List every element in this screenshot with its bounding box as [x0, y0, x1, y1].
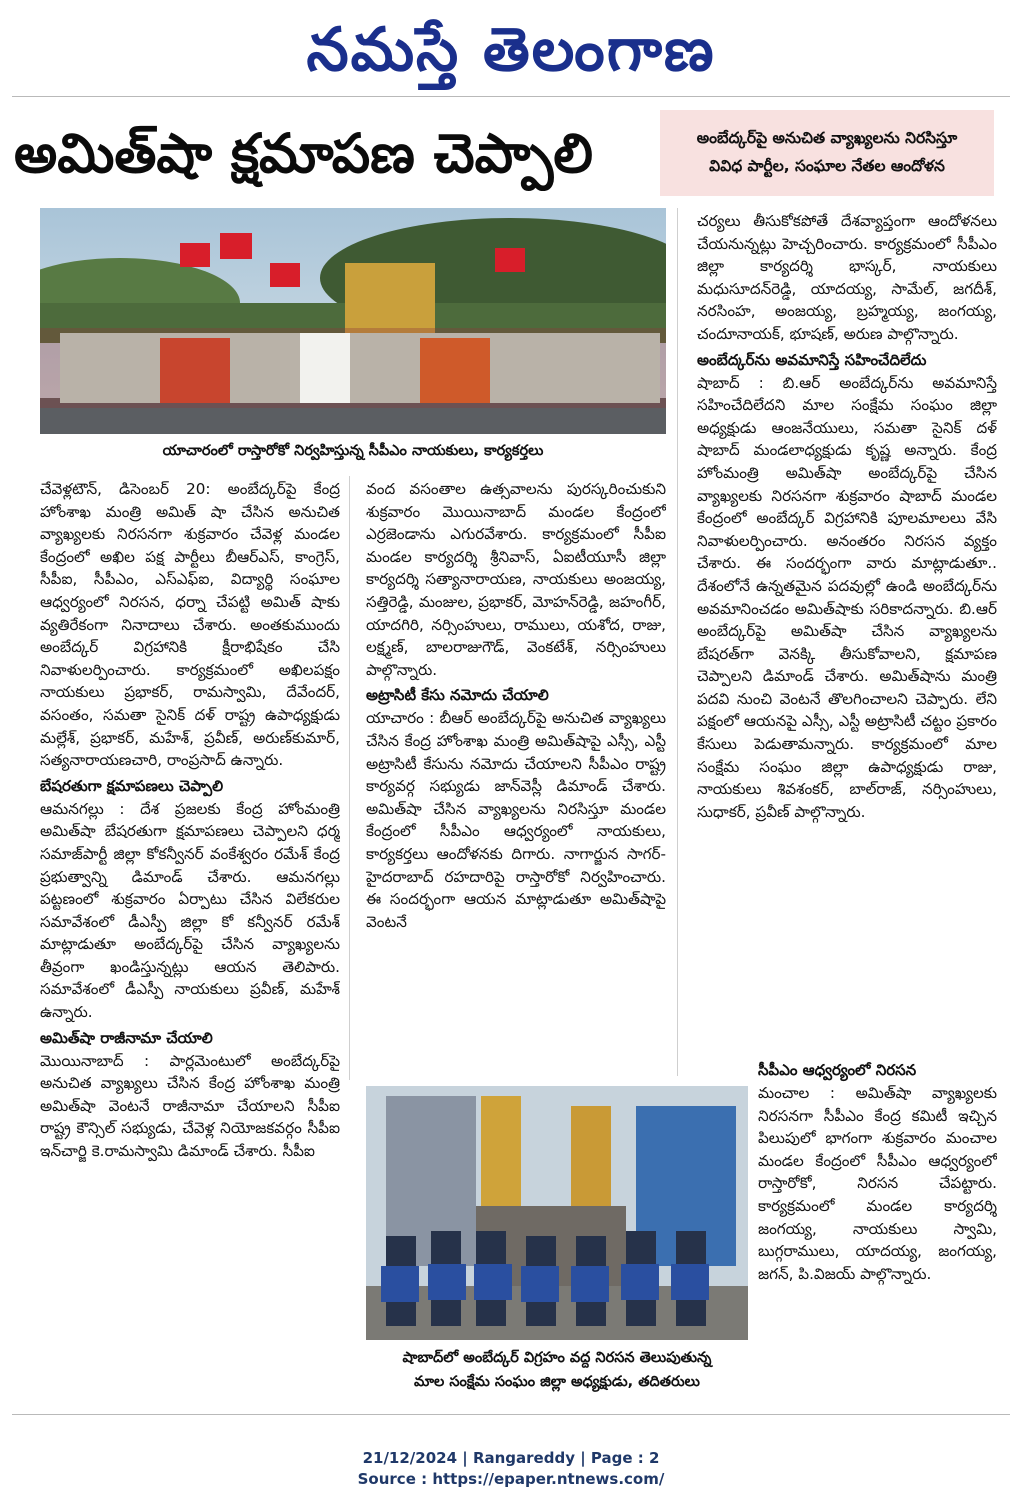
- column-rule-1: [349, 476, 350, 1080]
- footer-source: Source : https://epaper.ntnews.com/: [357, 1470, 665, 1488]
- col1-para3: మొయినాబాద్ : పార్లమెంటులో అంబేద్కర్‌పై అనుచిత వ్యాఖ్యలు చేసిన కేంద్ర హోంశాఖ మంత్రి అమిత్‌షా వెంటనే రాజీనామా చేయాలని సీపీఐ రాష్ట్ర కౌన్సిల్ సభ్యుడు, చేవెళ్ల నియోజకవర్గం సీపీఐ ఇన్‌చార్జి కె.రామస్వామి డిమాండ్ చేశారు. సీపీఐ: [40, 1051, 340, 1161]
- subhead-line1: అంబేద్కర్‌పై అనుచిత వ్యాఖ్యలను నిరసిస్తూ: [696, 129, 958, 147]
- col2-subheading-2: అట్రాసిటీ కేసు నమోదు చేయాలి: [366, 686, 549, 705]
- col1-subheading-3: అమిత్‌షా రాజీనామా చేయాలి: [40, 1028, 213, 1047]
- road-protest-image: [40, 208, 666, 434]
- top-divider: [12, 96, 1010, 97]
- footer: [0, 1448, 1022, 1490]
- col2-para2: యాచారం : బీఆర్ అంబేద్కర్‌పై అనుచిత వ్యాఖ్యలు చేసిన కేంద్ర హోంశాఖ మంత్రి అమిత్‌షాపై ఎస్సీ, ఎస్టీ అట్రాసిటీ కేసును నమోదు చేయాలని సీపీఎం రాష్ట్ర కార్యవర్గ సభ్యుడు జాన్‌వెస్లీ డిమాండ్ చేశారు. అమిత్‌షా చేసిన వ్యాఖ్యలను నిరసిస్తూ మండల కేంద్రంలో సీపీఎం ఆధ్వర్యంలో నాయకులు, కార్యకర్తలు ఆందోళనకు దిగారు. నాగార్జున సాగర్-హైదరాబాద్ రహదారిపై రాస్తారోకో నిర్వహించారు. ఈ సందర్భంగా ఆయన మాట్లాడుతూ అమిత్‌షాపై వెంటనే: [366, 709, 666, 931]
- column-rule-2: [677, 208, 678, 1076]
- col3-para3: మంచాల : అమిత్‌షా వ్యాఖ్యలకు నిరసనగా సీపీఎం కేంద్ర కమిటీ ఇచ్చిన పిలుపులో భాగంగా శుక్రవారం మంచాల మండల కేంద్రంలో సీపీఎం ఆధ్వర్యంలో రాస్తారోకో, నిరసన చేపట్టారు. కార్యక్రమంలో మండల కార్యదర్శి జంగయ్య, నాయకులు స్వామి, బుగ్గరాములు, యాదయ్య, జంగయ్య, జగన్, పి.విజయ్ పాల్గొన్నారు.: [758, 1084, 997, 1283]
- column-3: [697, 210, 997, 1082]
- masthead: నమస్తే తెలంగాణ: [306, 15, 716, 85]
- col1-para2: ఆమనగల్లు : దేశ ప్రజలకు కేంద్ర హోంమంత్రి అమిత్‌షా బేషరతుగా క్షమాపణలు చెప్పాలని ధర్మ సమాజ్‌పార్టీ జిల్లా కోకన్వీనర్ వంకేశ్వరం రమేశ్ కేంద్ర ప్రభుత్వాన్ని డిమాండ్ చేశారు. ఆమనగల్లు పట్టణంలో శుక్రవారం ఏర్పాటు చేసిన విలేకరుల సమావేశంలో డీఎస్పీ జిల్లా కో కన్వీనర్ రమేశ్ మాట్లాడుతూ అంబేద్కర్‌పై చేసిన వ్యాఖ్యలను తీవ్రంగా ఖండిస్తున్నట్లు ఆయన తెలిపారు. సమావేశంలో డీఎస్పీ నాయకులు ప్రవీణ్, మహేశ్ ఉన్నారు.: [40, 799, 340, 1022]
- photo2-caption-line1: షాబాద్‌లో అంబేద్కర్ విగ్రహం వద్ద నిరసన తెలుపుతున్న: [402, 1350, 712, 1366]
- statue-protest-image: [366, 1086, 748, 1340]
- photo-statue-protest: [366, 1086, 748, 1340]
- column-3-lower: [758, 1056, 997, 1376]
- photo1-caption: యాచారంలో రాస్తారోకో నిర్వహిస్తున్న సీపీఎం నాయకులు, కార్యకర్తలు: [162, 443, 544, 459]
- col3-subheading-2: అంబేద్కర్‌ను అవమానిస్తే సహించేదిలేదు: [697, 350, 927, 369]
- footer-date-edition: 21/12/2024 | Rangareddy | Page : 2: [362, 1449, 660, 1467]
- subhead-box: [660, 110, 994, 196]
- photo-road-protest: [40, 208, 666, 434]
- col3-subheading-3: సీపీఎం ఆధ్వర్యంలో నిరసన: [758, 1061, 917, 1079]
- column-1: [40, 478, 340, 1408]
- photo2-caption: [366, 1346, 748, 1394]
- bottom-divider: [12, 1414, 1010, 1415]
- col3-para1: చర్యలు తీసుకోకపోతే దేశవ్యాప్తంగా ఆందోళనలు చేయనున్నట్లు హెచ్చరించారు. కార్యక్రమంలో సీపీఎం జిల్లా కార్యదర్శి భాస్కర్, నాయకులు మధుసూదన్‌రెడ్డి, యాదయ్య, సామేల్, జగదీశ్, నరసింహ, అంజయ్య, బ్రహ్మయ్య, జంగయ్య, చందూనాయక్, భూషణ్, అరుణ పాల్గొన్నారు.: [697, 212, 997, 343]
- col2-para1: వంద వసంతాల ఉత్సవాలను పురస్కరించుకుని శుక్రవారం మొయినాబాద్ మండల కేంద్రంలో ఎర్రజెండాను ఎగురవేశారు. కార్యక్రమంలో సీపీఐ మండల కార్యదర్శి శ్రీనివాస్, ఏఐటీయూసీ జిల్లా కార్యదర్శి సత్యానారాయణ, నాయకులు అంజయ్య, సత్తిరెడ్డి, మంజుల, ప్రభాకర్, మోహన్‌రెడ్డి, జహంగీర్, యాదగిరి, నర్సింహులు, రాములు, యశోద, రాజు, లక్ష్మణ్, బాలరాజుగౌడ్, వెంకటేశ్, నర్సింహులు పాల్గొన్నారు.: [366, 480, 666, 679]
- headline: అమిత్‌షా క్షమాపణ చెప్పాలి: [14, 122, 593, 185]
- subhead-line2: వివిధ పార్టీల, సంఘాల నేతల ఆందోళన: [709, 157, 945, 175]
- col1-subheading-2: బేషరతుగా క్షమాపణలు చెప్పాలి: [40, 776, 224, 795]
- col3-para2: షాబాద్ : బి.ఆర్ అంబేద్కర్‌ను అవమానిస్తే సహించేదిలేదని మాల సంక్షేమ సంఘం జిల్లా అధ్యక్షుడు ఆంజనేయులు, సమతా సైనిక్ దళ్ షాబాద్ మండలాధ్యక్షుడు కృష్ణ అన్నారు. కేంద్ర హోంమంత్రి అమిత్‌షా అంబేద్కర్‌పై చేసిన వ్యాఖ్యలకు నిరసనగా శుక్రవారం షాబాద్ మండల కేంద్రంలో అంబేద్కర్ విగ్రహానికి పూలమాలలు వేసి నివాళులర్పించారు. అనంతరం నిరసన వ్యక్తం చేశారు. ఈ సందర్భంగా వారు మాట్లాడుతూ.. దేశంలోనే ఉన్నతమైన పదవుల్లో ఉండి అంబేద్కర్‌ను అవమానించడం అమిత్‌షాకు సరికాదన్నారు. బి.ఆర్ అంబేద్కర్‌పై అమిత్‌షా చేసిన వ్యాఖ్యలను బేషరత్‌గా వెనక్కి తీసుకోవాలని, క్షమాపణ చెప్పాలని డిమాండ్ చేశారు. అమిత్‌షాను మంత్రి పదవి నుంచి వెంటనే తొలగించాలని చెప్పారు. లేని పక్షంలో ఆయనపై ఎస్సీ, ఎస్టీ అట్రాసిటీ చట్టం ప్రకారం కేసులు పెడుతామన్నారు. కార్యక్రమంలో మాల సంక్షేమ సంఘం జిల్లా ఉపాధ్యక్షుడు రాజు, నాయకులు శివశంకర్, బాల్‌రాజ్, నర్సింహులు, సుధాకర్, ప్రవీణ్ పాల్గొన్నారు.: [697, 373, 997, 821]
- photo2-caption-line2: మాల సంక్షేమ సంఘం జిల్లా అధ్యక్షుడు, తదితరులు: [414, 1374, 700, 1390]
- col1-para1: చేవెళ్లటౌన్, డిసెంబర్ 20: అంబేద్కర్‌పై కేంద్ర హోంశాఖ మంత్రి అమిత్ షా చేసిన అనుచిత వ్యాఖ్యలకు నిరసనగా శుక్రవారం చేవెళ్ల మండల కేంద్రంలో అఖిల పక్ష పార్టీలు బీఆర్‌ఎస్, కాంగ్రెస్, సీపీఐ, సీపీఎం, ఎస్‌ఎఫ్‌ఐ, విద్యార్థి సంఘాల ఆధ్వర్యంలో నిరసన, ధర్నా చేపట్టి అమిత్ షాకు వ్యతిరేకంగా నినాదాలు చేశారు. అంతకుముందు అంబేద్కర్ విగ్రహానికి క్షీరాభిషేకం చేసి నివాళులర్పించారు. కార్యక్రమంలో అఖిలపక్షం నాయకులు ప్రభాకర్, రామస్వామి, దేవేందర్, వసంతం, సమతా సైనిక్ దళ్ రాష్ట్ర ఉపాధ్యక్షుడు మల్లేశ్, ప్రభాకర్, మహేశ్, ప్రవీణ్, అరుణ్‌కుమార్, సత్యనారాయణచారి, రాంప్రసాద్ ఉన్నారు.: [40, 480, 340, 770]
- column-2: [366, 478, 666, 1083]
